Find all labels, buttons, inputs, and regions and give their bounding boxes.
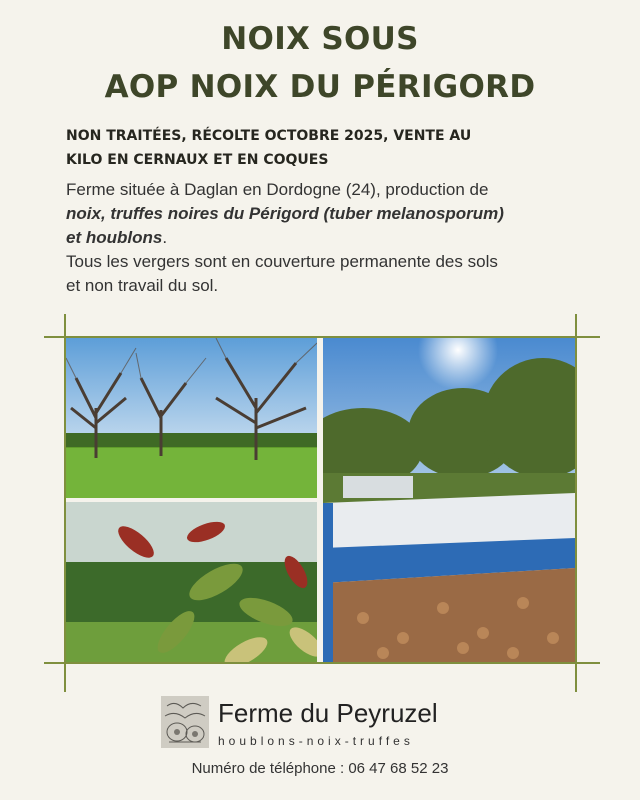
subtitle-line1: NON TRAITÉES, RÉCOLTE OCTOBRE 2025, VENTE AU: [66, 128, 472, 144]
description-line3: [66, 226, 586, 250]
description-products: noix, truffes noires du Périgord (tuber melanosporum): [66, 204, 504, 223]
phone-number: Numéro de téléphone : 06 47 68 52 23: [191, 760, 449, 777]
subtitle: [66, 124, 586, 172]
description-line4: Tous les vergers sont en couverture permanente des sols: [66, 252, 498, 271]
frame-bottom-line: [44, 662, 600, 664]
walnut-orchard-photo: [66, 338, 317, 498]
description-period: .: [162, 228, 168, 247]
page-title-line2: AOP NOIX DU PÉRIGORD: [104, 69, 536, 105]
walnut-harvest-bin-photo: [323, 338, 575, 662]
description-line1: Ferme située à Daglan en Dordogne (24), production de: [66, 180, 489, 199]
brand-tagline: houblons-noix-truffes: [218, 734, 414, 748]
frame-right-line: [575, 314, 577, 692]
farm-logo-icon: [161, 696, 209, 748]
description-line5: et non travail du sol.: [66, 276, 219, 295]
subtitle-line2: KILO EN CERNAUX ET EN COQUES: [66, 152, 329, 168]
walnut-leaves-photo: [66, 502, 317, 662]
description-hops: et houblons: [66, 228, 163, 247]
description: [66, 178, 586, 298]
description-line2: [66, 202, 586, 226]
brand-name: Ferme du Peyruzel: [218, 698, 438, 728]
page-title-line1: NOIX SOUS: [221, 21, 419, 57]
